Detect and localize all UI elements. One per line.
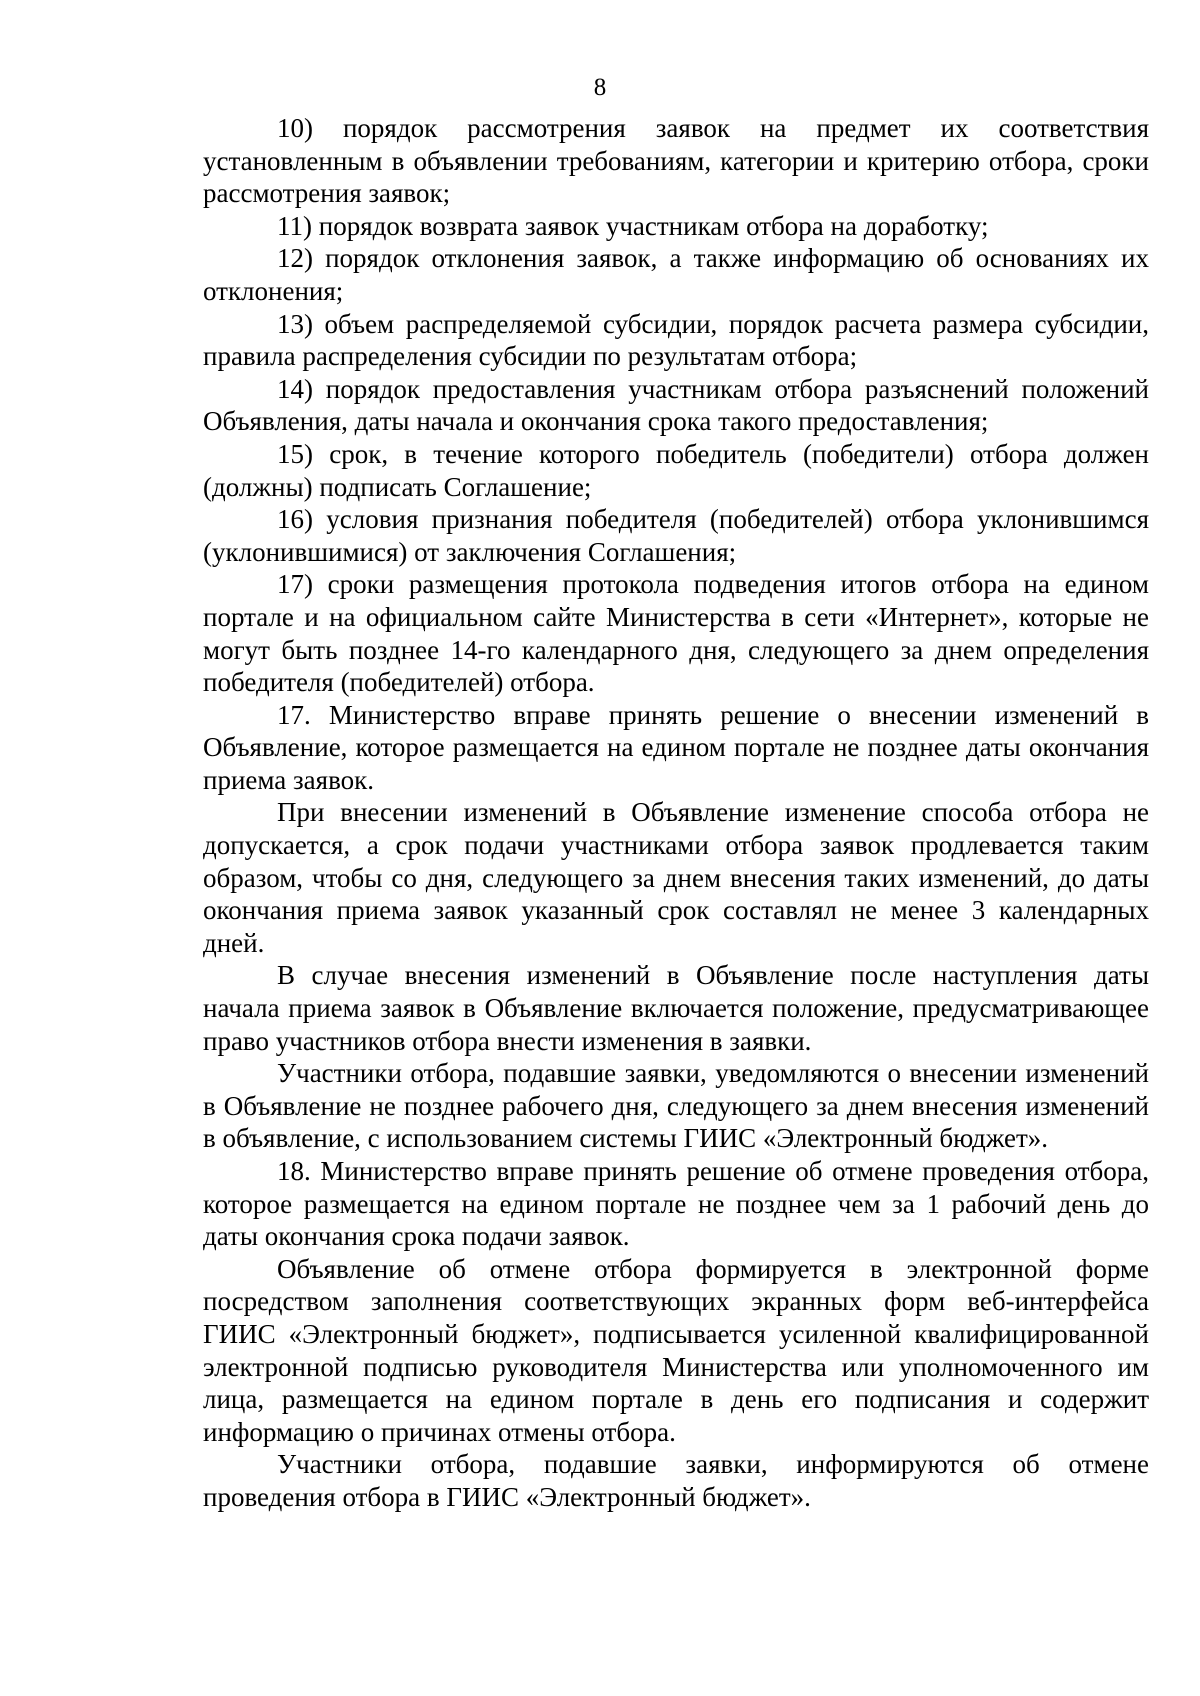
paragraph-item-12: 12) порядок отклонения заявок, а также информацию об основаниях их отклонения; [203,243,1149,306]
paragraph-cancel-notice: Участники отбора, подавшие заявки, информируются об отмене проведения отбора в ГИИС «Электронный бюджет». [203,1449,1149,1512]
paragraph-item-14: 14) порядок предоставления участникам отбора разъяснений положений Объявления, даты начала и окончания срока такого предоставления; [203,373,1149,437]
paragraph-item-16: 16) условия признания победителя (победителей) отбора уклонившимся (уклонившимися) от заключения Соглашения; [203,504,1149,567]
paragraph-item-10: 10) порядок рассмотрения заявок на предмет их соответствия установленным в объявлении требованиям, категории и критерию отбора, сроки рассмотрения заявок; [203,113,1149,209]
paragraph-clause-17: 17. Министерство вправе принять решение о внесении изменений в Объявление, которое размещается на едином портале не позднее даты окончания приема заявок. [203,699,1149,795]
paragraph-item-11: 11) порядок возврата заявок участникам отбора на доработку; [277,210,989,241]
paragraph-item-17: 17) сроки размещения протокола подведения итогов отбора на едином портале и на официальном сайте Министерства в сети «Интернет», которые не могут быть позднее 14-го календарного дня, следующего за днем определения победителя (победителей) отбора. [203,569,1149,698]
paragraph-change-rules: При внесении изменений в Объявление изменение способа отбора не допускается, а срок подачи участниками отбора заявок продлевается таким образом, чтобы со дня, следующего за днем внесения таких изменений, до даты окончания приема заявок указанный срок составлял не менее 3 календарных дней. [203,797,1149,958]
document-body [203,112,1149,1514]
paragraph-item-15: 15) срок, в течение которого победитель (победители) отбора должен (должны) подписать Соглашение; [203,438,1149,502]
paragraph-change-after-start: В случае внесения изменений в Объявление после наступления даты начала приема заявок в Объявление включается положение, предусматривающее право участников отбора внести изменения в заявки. [203,960,1149,1056]
page-number: 8 [593,74,607,101]
paragraph-item-13: 13) объем распределяемой субсидии, порядок расчета размера субсидии, правила распределения субсидии по результатам отбора; [203,308,1149,372]
paragraph-participant-notice: Участники отбора, подавшие заявки, уведомляются о внесении изменений в Объявление не позднее рабочего дня, следующего за днем внесения изменений в объявление, с использованием системы ГИИС «Электронный бюджет». [203,1058,1149,1154]
paragraph-cancel-announcement: Объявление об отмене отбора формируется в электронной форме посредством заполнения соответствующих экранных форм веб-интерфейса ГИИС «Электронный бюджет», подписывается усиленной квалифицированной электронной подписью руководителя Министерства или уполномоченного им лица, размещается на едином портале в день его подписания и содержит информацию о причинах отмены отбора. [203,1253,1149,1447]
paragraph-clause-18: 18. Министерство вправе принять решение об отмене проведения отбора, которое размещается на едином портале не позднее чем за 1 рабочий день до даты окончания срока подачи заявок. [203,1156,1149,1252]
